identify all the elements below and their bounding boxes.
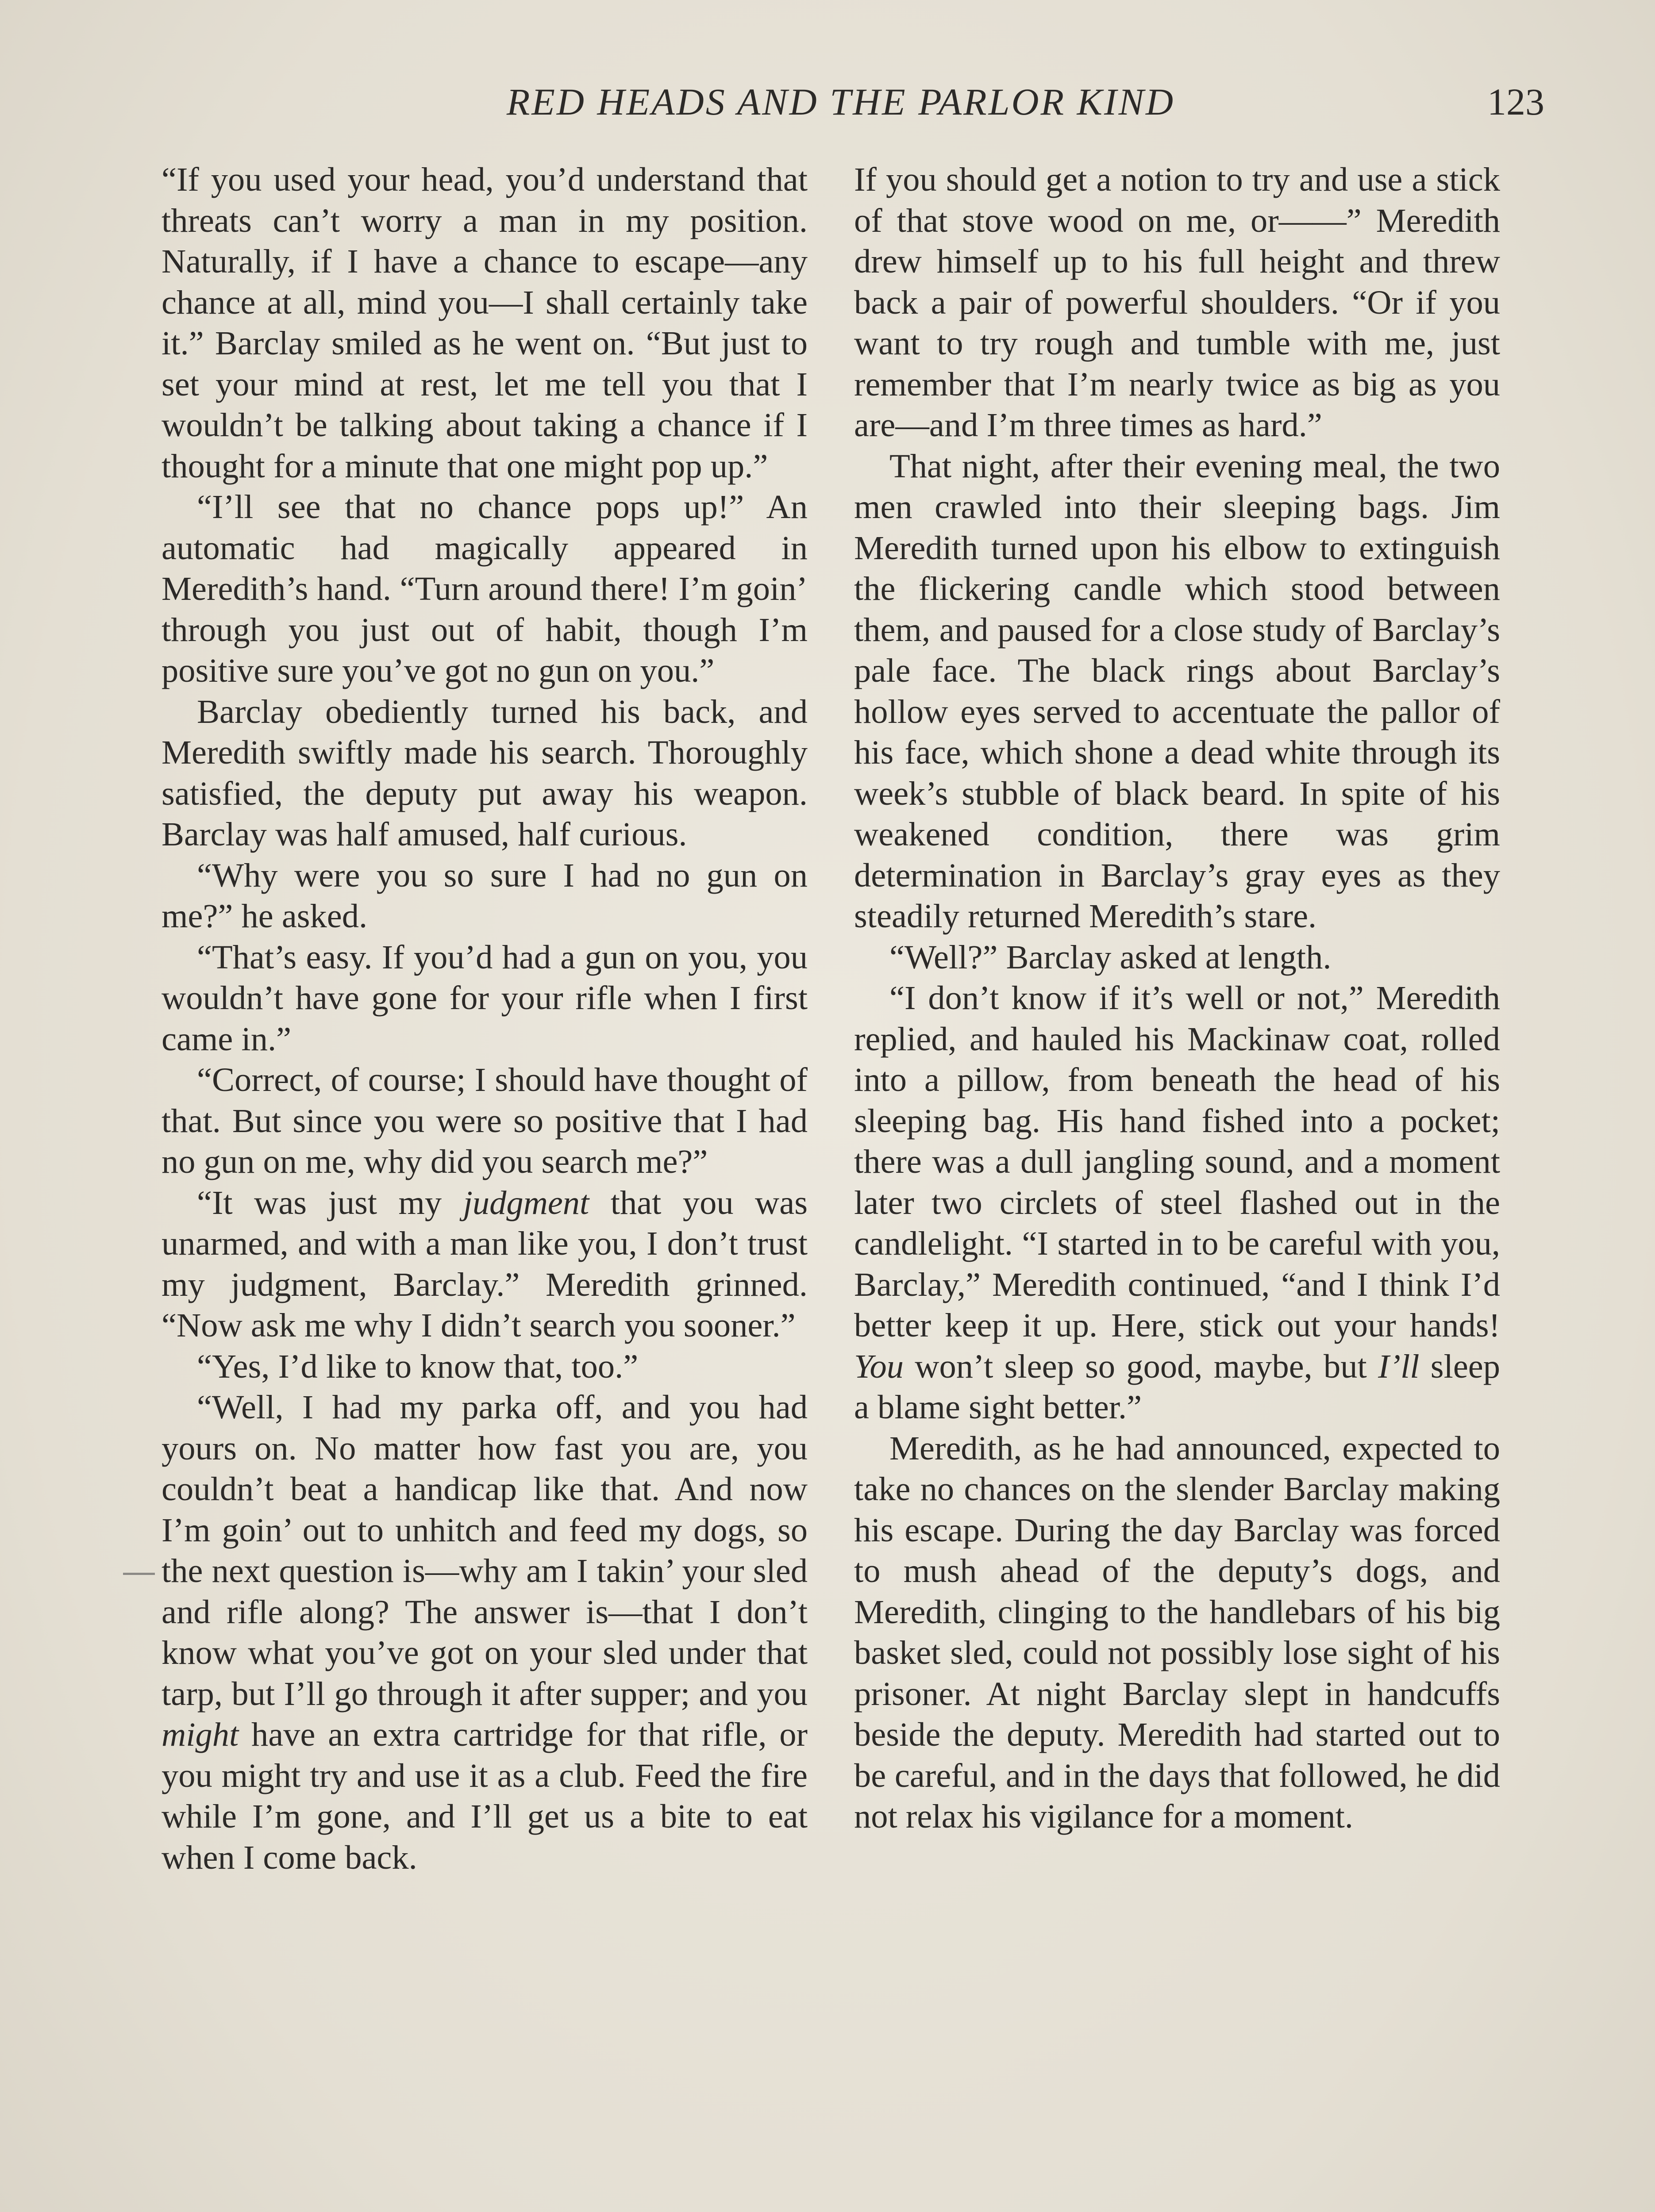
text-run: won’t sleep so good, maybe, but: [904, 1347, 1378, 1385]
emphasis: might: [162, 1716, 239, 1753]
paragraph: That night, after their evening meal, the two men crawled into their sleeping bags. Jim Meredith turned upon his elbow to extinguish the flickering candle which stood between them, and paused for a close study of Barclay’s pale face. The black rings about Barclay’s hollow eyes served to accentuate the pallor of his face, which shone a dead white through its week’s stubble of black beard. In spite of his weakened condition, there was grim determination in Barclay’s gray eyes as they steadily returned Meredith’s stare.: [854, 447, 1500, 935]
left-column: [162, 159, 808, 2212]
running-title: RED HEADS AND THE PARLOR KIND: [506, 81, 1175, 123]
paragraph: Meredith, as he had announced, expected to take no chances on the slender Barclay making his escape. During the day Barclay was forced to mush ahead of the deputy’s dogs, and Meredith, clinging to the handlebars of his big basket sled, could not possibly lose sight of his prisoner. At night Barclay slept in handcuffs beside the deputy. Meredith had started out to be careful, and in the days that followed, he did not relax his vigilance for a moment.: [854, 1429, 1500, 1835]
paragraph: [854, 978, 1500, 1428]
paragraph: Barclay obediently turned his back, and Meredith swiftly made his search. Thoroughly satisfied, the deputy put away his weapon. Barclay was half amused, half curious.: [162, 692, 808, 853]
paragraph: [162, 1183, 808, 1346]
paragraph: If you should get a notion to try and use a stick of that stove wood on me, or——” Meredith drew himself up to his full height and threw back a pair of powerful shoulders. “Or if you want to try rough and tumble with me, just remember that I’m nearly twice as big as you are—and I’m three times as hard.”: [854, 161, 1500, 444]
paragraph: [162, 1387, 808, 1878]
text-run: sleep a blame sight better.”: [854, 1347, 1500, 1426]
margin-pencil-mark: [123, 1573, 155, 1575]
emphasis: I’ll: [1378, 1347, 1420, 1385]
text-run: “I don’t know if it’s well or not,” Meredith replied, and hauled his Mackinaw coat, rolled into a pillow, from beneath the head of his sleeping bag. His hand fished into a pocket; there was a dull jangling sound, and a moment later two circlets of steel flashed out in the candlelight. “I started in to be careful with you, Barclay,” Meredith continued, “and I think I’d better keep it up. Here, stick out your hands!: [854, 979, 1500, 1344]
paragraph: “If you used your head, you’d understand that threats can’t worry a man in my position. Naturally, if I have a chance to escape—any chance at all, mind you—I shall certainly take it.” Barclay smiled as he went on. “But just to set your mind at rest, let me tell you that I wouldn’t be talking about taking a chance if I thought for a minute that one might pop up.”: [162, 161, 808, 485]
paragraph: “That’s easy. If you’d had a gun on you, you wouldn’t have gone for your rifle when I first came in.”: [162, 938, 808, 1058]
text-run: “Well, I had my parka off, and you had yours on. No matter how fast you are, you couldn’t beat a handicap like that. And now I’m goin’ out to unhitch and feed my dogs, so the next question is—why am I takin’ your sled and rifle along? The answer is—that I don’t know what you’ve got on your sled under that tarp, but I’ll go through it after supper; and you: [162, 1388, 808, 1713]
paragraph: “Correct, of course; I should have thought of that. But since you were so positive that I had no gun on me, why did you search me?”: [162, 1061, 808, 1180]
emphasis: judgment: [463, 1183, 589, 1221]
running-head: [0, 80, 1655, 146]
page-number: 123: [1487, 81, 1544, 123]
emphasis: You: [854, 1347, 904, 1385]
text-run: that you was unarmed, and with a man like you, I don’t trust my judgment, Barclay.” Meredith grinned. “Now ask me why I didn’t search you sooner.”: [162, 1183, 808, 1344]
text-run: have an extra cartridge for that rifle, or you might try and use it as a club. Feed the fire while I’m gone, and I’ll get us a bite to eat when I come back.: [162, 1716, 808, 1876]
paragraph: “Why were you so sure I had no gun on me?” he asked.: [162, 856, 808, 935]
paragraph: “I’ll see that no chance pops up!” An automatic had magically appeared in Meredith’s hand. “Turn around there! I’m goin’ through you just out of habit, though I’m positive sure you’ve got no gun on you.”: [162, 488, 808, 689]
paragraph: “Well?” Barclay asked at length.: [889, 938, 1332, 976]
text-run: “It was just my: [197, 1183, 463, 1221]
right-column: [854, 159, 1500, 2212]
paragraph: “Yes, I’d like to know that, too.”: [197, 1347, 639, 1385]
